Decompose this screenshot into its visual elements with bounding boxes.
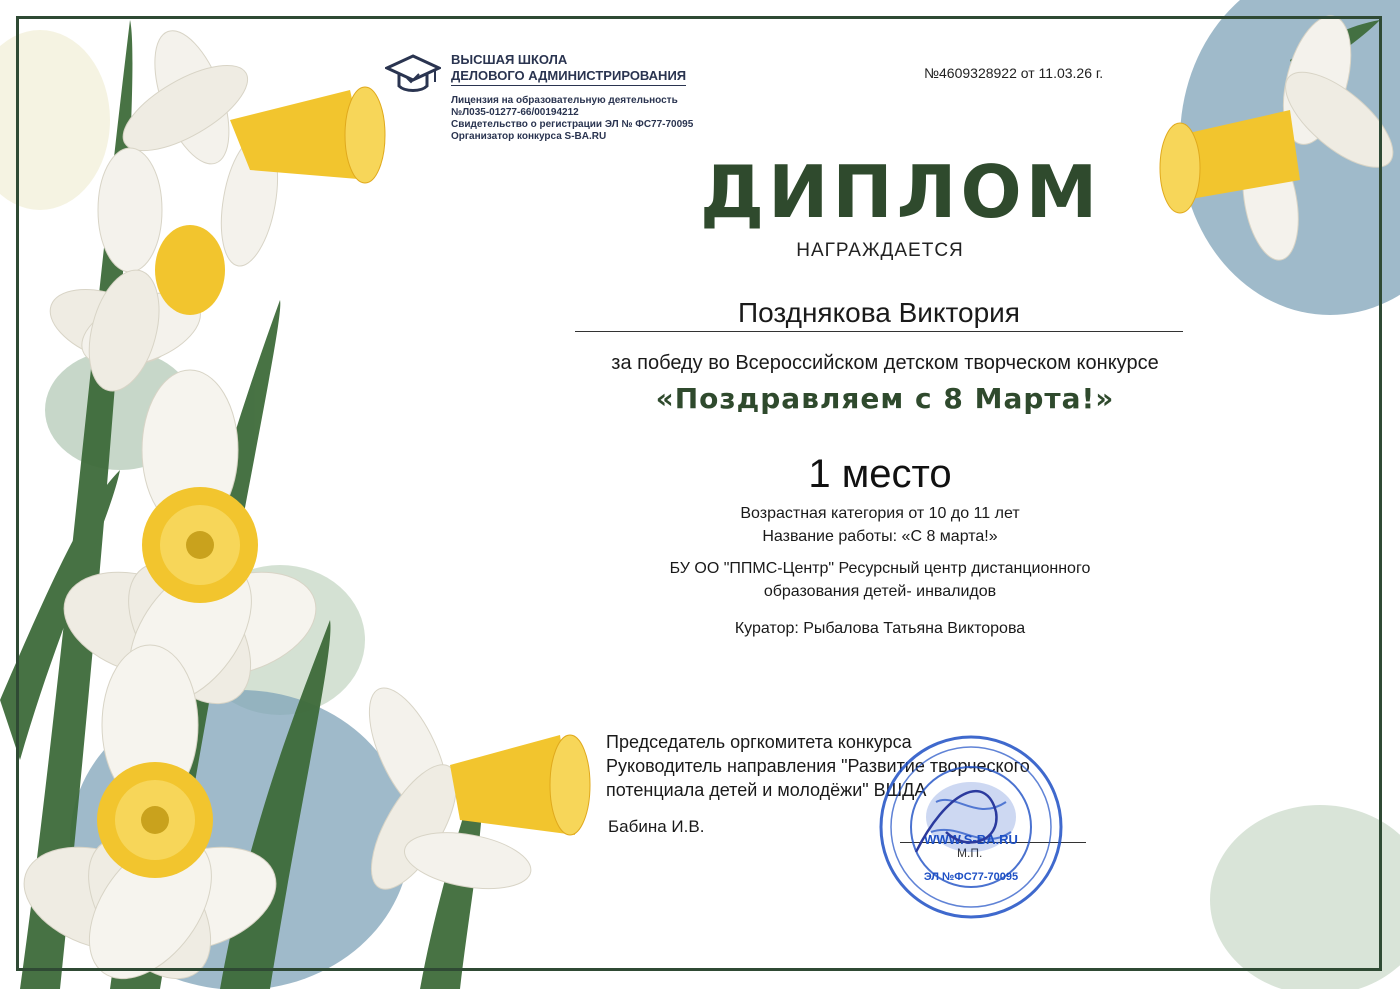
institution-line2: образования детей- инвалидов — [763, 583, 997, 600]
registration-line: Свидетельство о регистрации ЭЛ № ФС77-70095 — [451, 119, 694, 130]
organizer-line: Организатор конкурса S-BA.RU — [451, 131, 607, 142]
document-number: №4609328922 от 11.03.26 г. — [924, 65, 1104, 81]
license-line: Лицензия на образовательную деятельность — [451, 95, 678, 106]
awarded-text: НАГРАЖДАЕТСЯ — [796, 240, 964, 261]
license-number: №Л035-01277-66/00194212 — [451, 107, 579, 118]
place-award: 1 место — [808, 452, 952, 496]
organization-name-line2: ДЕЛОВОГО АДМИНИСТРИРОВАНИЯ — [451, 68, 686, 86]
for-win-text: за победу во Всероссийском детском творческом конкурсе — [611, 352, 1159, 374]
official-stamp — [876, 732, 1066, 922]
graduation-cap-icon — [385, 52, 441, 98]
stamp-center-text: WWW.S-BA.RU — [924, 832, 1018, 847]
signature-title-line2: Руководитель направления "Развитие творческого — [606, 756, 1030, 776]
signature-title-line1: Председатель оргкомитета конкурса — [606, 732, 912, 752]
contest-name: «Поздравляем с 8 Марта!» — [655, 382, 1115, 415]
diploma-title: ДИПЛОМ — [700, 150, 1102, 234]
signature-title-line3: потенциала детей и молодёжи" ВШДА — [606, 780, 927, 800]
signer-name: Бабина И.В. — [608, 817, 705, 836]
organization-name — [451, 52, 811, 86]
organization-name-line1: ВЫСШАЯ ШКОЛА — [451, 52, 568, 67]
recipient-name: Позднякова Виктория — [575, 297, 1183, 332]
license-info — [451, 95, 811, 143]
institution-line1: БУ ОО "ППМС-Центр" Ресурсный центр дистанционного — [669, 560, 1091, 577]
age-category: Возрастная категория от 10 до 11 лет — [740, 505, 1020, 522]
stamp-place-label: М.П. — [957, 846, 983, 860]
stamp-bottom-text: ЭЛ №ФС77-70095 — [923, 871, 1019, 883]
curator: Куратор: Рыбалова Татьяна Викторова — [734, 620, 1026, 637]
work-title: Название работы: «С 8 марта!» — [762, 528, 998, 545]
